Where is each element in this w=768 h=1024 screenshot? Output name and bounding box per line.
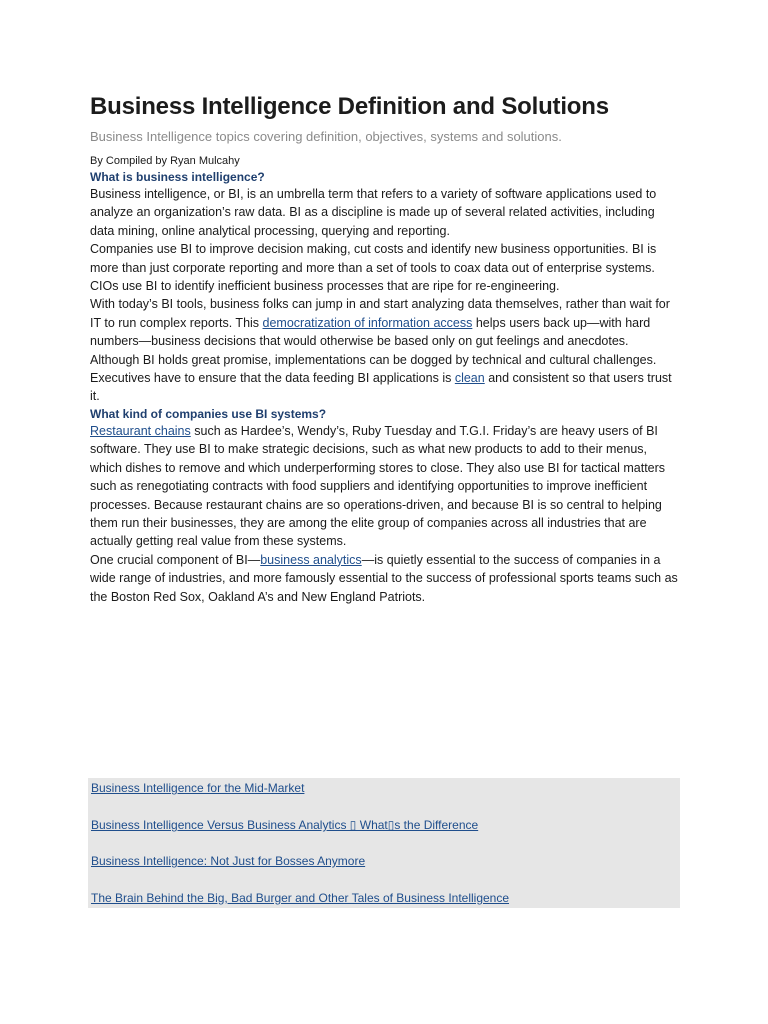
paragraph-text: helps users back up—with hard numbers—business decisions that would otherwise be based only on gut feelings and anecdotes.: [90, 315, 651, 349]
related-link-mid-market[interactable]: Business Intelligence for the Mid-Market: [91, 781, 305, 795]
paragraph: [90, 351, 682, 406]
related-link-brain-behind-burger[interactable]: The Brain Behind the Big, Bad Burger and Other Tales of Business Intelligence: [91, 891, 510, 905]
section-heading-companies-use-bi: What kind of companies use BI systems?: [90, 406, 327, 421]
paragraph-text: With today’s BI tools, business folks can jump in and start analyzing data themselves, rather than wait for IT to run complex reports. This: [90, 297, 670, 330]
article-body: [90, 92, 682, 606]
section-heading-what-is-bi: What is business intelligence?: [90, 170, 265, 184]
link-democratization-of-information-access[interactable]: democratization of information access: [262, 315, 473, 330]
link-restaurant-chains[interactable]: Restaurant chains: [90, 423, 191, 438]
paragraph: Business intelligence, or BI, is an umbrella term that refers to a variety of software applications used to analyze an organization’s raw data. BI as a discipline is made up of several related activities, including data mining, online analytical processing, querying and reporting.: [90, 187, 657, 238]
paragraph-text: One crucial component of BI—: [90, 552, 261, 567]
paragraph-text: Although BI holds great promise, implementations can be dogged by technical and cultural challenges. Executives have to ensure that the data feeding BI applications is: [90, 352, 657, 386]
paragraph: [90, 422, 682, 551]
paragraph: Companies use BI to improve decision making, cut costs and identify new business opportunities. BI is more than just corporate reporting and more than a set of tools to coax data out of enterprise systems. CIOs use BI to identify inefficient business processes that are ripe for re-engineering.: [90, 242, 657, 294]
page-title: Business Intelligence Definition and Solutions: [90, 93, 609, 120]
link-clean[interactable]: clean: [454, 371, 485, 386]
paragraph-text: —is quietly essential to the success of companies in a wide range of industries, and more famously essential to the success of professional sports teams such as the Boston Red Sox, Oakland A’s and New England Patriots.: [90, 552, 678, 604]
related-link-bi-vs-ba[interactable]: Business Intelligence Versus Business Analytics ▯ What▯s the Difference: [91, 818, 479, 832]
article-byline: By Compiled by Ryan Mulcahy: [90, 155, 240, 167]
paragraph: [90, 551, 682, 606]
related-links-box: [88, 778, 680, 908]
article-subtitle: Business Intelligence topics covering definition, objectives, systems and solutions.: [90, 129, 562, 144]
link-business-analytics[interactable]: business analytics: [260, 552, 362, 567]
paragraph-text: and consistent so that users trust it.: [90, 371, 672, 404]
paragraph-text: such as Hardee’s, Wendy’s, Ruby Tuesday and T.G.I. Friday’s are heavy users of BI software. They use BI to make strategic decisions, such as what new products to add to their menus, which dishes to remove and which underperforming stores to close. They also use BI for tactical matters such as renegotiating contracts with food suppliers and identifying opportunities to improve inefficient processes. Because restaurant chains are so operations-driven, and because BI is so central to helping them run their businesses, they are among the elite group of companies across all industries that are actually getting real value from these systems.: [90, 423, 666, 549]
paragraph: [90, 295, 682, 350]
related-link-not-just-for-bosses[interactable]: Business Intelligence: Not Just for Bosses Anymore: [91, 854, 366, 868]
